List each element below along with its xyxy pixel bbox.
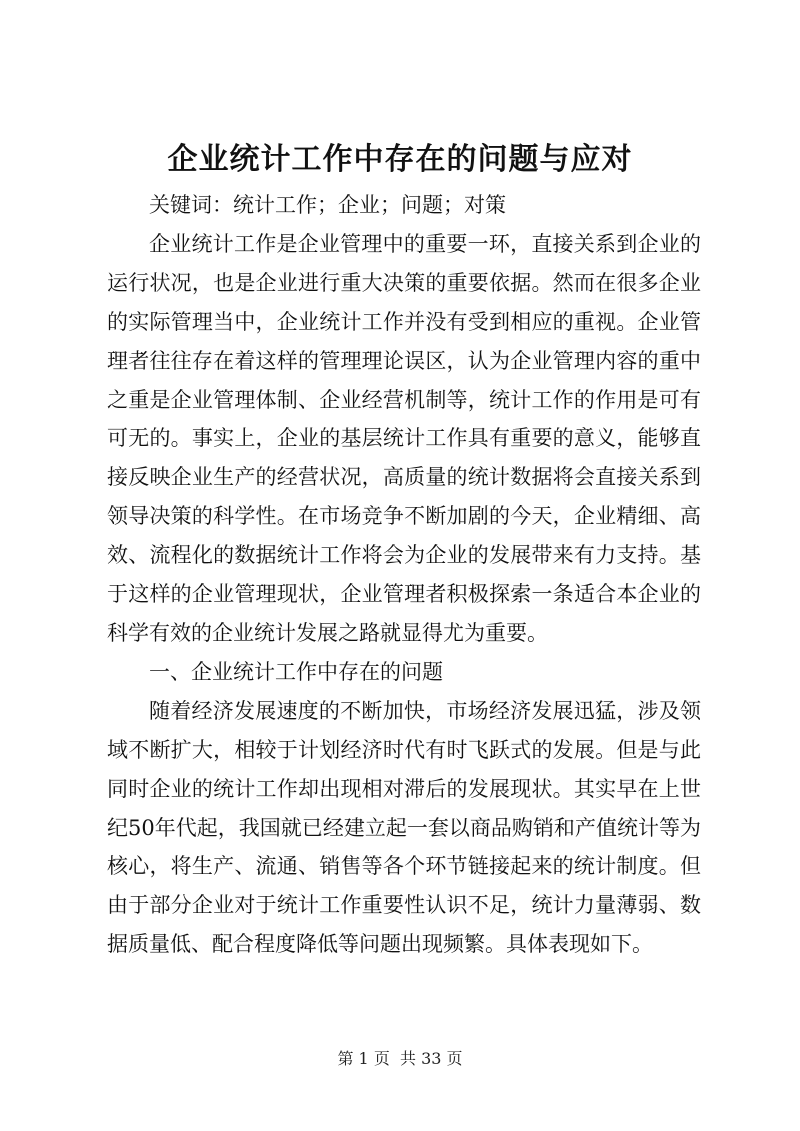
section-1-paragraph: 随着经济发展速度的不断加快，市场经济发展迅猛，涉及领域不断扩大，相较于计划经济时代有时飞跃式的发展。但是与此同时企业的统计工作却出现相对滞后的发展现状。其实早在上世纪50年代起，我国就已经建立起一套以商品购销和产值统计等为核心，将生产、流通、销售等各个环节链接起来的统计制度。但由于部分企业对于统计工作重要性认识不足，统计力量薄弱、数据质量低、配合程度降低等问题出现频繁。具体表现如下。 — [107, 698, 701, 957]
page-footer — [0, 1048, 800, 1070]
page-number-label: 第 1 页 共 33 页 — [337, 1049, 463, 1068]
keywords-line: 关键词：统计工作；企业；问题；对策 — [149, 193, 506, 217]
section-heading-1: 一、企业统计工作中存在的问题 — [149, 659, 443, 684]
document-title: 企业统计工作中存在的问题与应对 — [167, 142, 633, 177]
document-body — [107, 186, 701, 964]
intro-paragraph: 企业统计工作是企业管理中的重要一环，直接关系到企业的运行状况，也是企业进行重大决策的重要依据。然而在很多企业的实际管理当中，企业统计工作并没有受到相应的重视。企业管理者往往存在着这样的管理理论误区，认为企业管理内容的重中之重是企业管理体制、企业经营机制等，统计工作的作用是可有可无的。事实上，企业的基层统计工作具有重要的意义，能够直接反映企业生产的经营状况，高质量的统计数据将会直接关系到领导决策的科学性。在市场竞争不断加剧的今天，企业精细、高效、流程化的数据统计工作将会为企业的发展带来有力支持。基于这样的企业管理现状，企业管理者积极探索一条适合本企业的科学有效的企业统计发展之路就显得尤为重要。 — [107, 231, 701, 645]
